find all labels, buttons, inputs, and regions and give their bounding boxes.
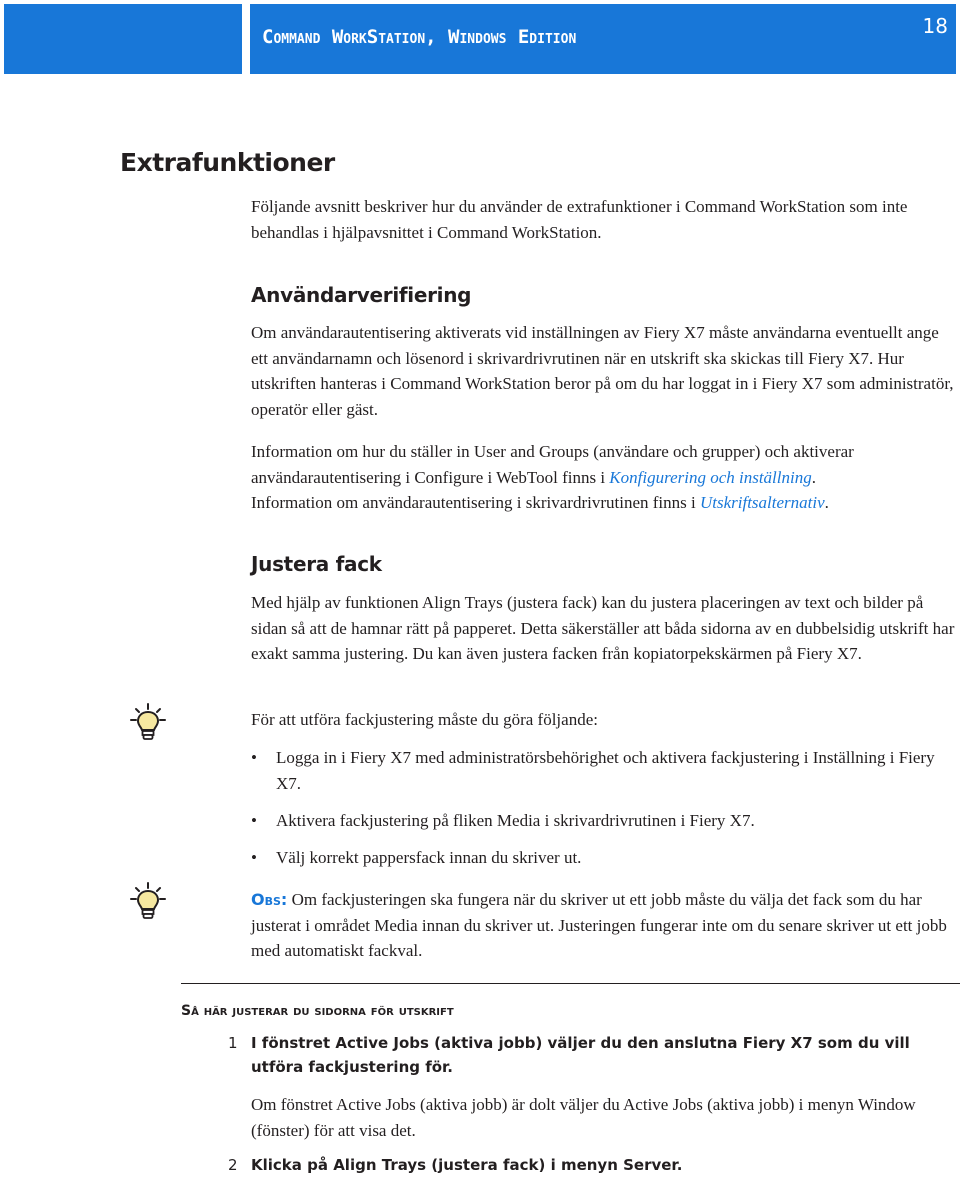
user-auth-p3-end: . [824, 493, 829, 513]
header-title: Command WorkStation, Windows Edition [262, 26, 577, 48]
step-text: Klicka på Align Trays (justera fack) i menyn Server. [251, 1156, 683, 1174]
step-number: 1 [228, 1034, 238, 1052]
user-auth-title: Användarverifiering [251, 283, 472, 307]
step-detail: Om fönstret Active Jobs (aktiva jobb) är dolt väljer du Active Jobs (aktiva jobb) i menyn Window (fönster) för att visa det. [251, 1095, 916, 1140]
step-number: 2 [228, 1156, 238, 1174]
note-label: Obs: [251, 890, 288, 909]
user-auth-paragraph-1: Om användarautentisering aktiverats vid inställningen av Fiery X7 måste användarna eventuellt ange ett användarnamn och lösenord i skrivardrivrutinen när en utskrift ska skickas till Fiery X7. Hur utskriften hanteras i Command WorkStation beror på om du har loggat in i Fiery X7 som administratör, operatör eller gäst. [251, 323, 954, 420]
header-right-bar [250, 4, 956, 74]
bullet-text: Logga in i Fiery X7 med administratörsbehörighet och aktivera fackjustering i Inställning i Fiery X7. [276, 748, 935, 793]
lightbulb-icon [130, 881, 166, 921]
section-divider [181, 983, 960, 984]
step-text: I fönstret Active Jobs (aktiva jobb) väljer du den anslutna Fiery X7 som du vill utföra fackjustering för. [251, 1034, 910, 1076]
note-text: Om fackjusteringen ska fungera när du skriver ut ett jobb måste du välja det fack som du har justerat i området Media innan du skriver ut. Justeringen fungerar inte om du senare skriver ut ett jobb med automatiskt fackval. [251, 890, 947, 961]
bullet-dot: • [251, 811, 257, 830]
page-number: 18 [922, 14, 948, 38]
user-auth-p2-text: Information om hur du ställer in User and Groups (användare och grupper) och aktiverar användarautentisering i Configure i WebTool finns i [251, 442, 854, 487]
procedure-title: Så här justerar du sidorna för utskrift [181, 1003, 454, 1019]
print-options-link[interactable]: Utskriftsalternativ [699, 493, 825, 513]
section-intro: Följande avsnitt beskriver hur du använder de extrafunktioner i Command WorkStation som inte behandlas i hjälpavsnittet i Command WorkStation. [251, 197, 908, 242]
user-auth-paragraph-2 [251, 439, 956, 516]
page-header [4, 4, 956, 74]
bullet-dot: • [251, 748, 257, 767]
section-title: Extrafunktioner [120, 148, 335, 177]
bullet-text: Aktivera fackjustering på fliken Media i skrivardrivrutinen i Fiery X7. [276, 811, 755, 830]
config-link[interactable]: Konfigurering och inställning [609, 467, 812, 487]
align-trays-title: Justera fack [251, 552, 382, 576]
tip-intro: För att utföra fackjustering måste du göra följande: [251, 710, 598, 729]
header-left-bar [4, 4, 242, 74]
user-auth-p3-text: Information om användarautentisering i skrivardrivrutinen finns i [251, 493, 700, 513]
bullet-text: Välj korrekt pappersfack innan du skriver ut. [276, 848, 582, 867]
bullet-dot: • [251, 848, 257, 867]
lightbulb-icon [130, 702, 166, 742]
align-trays-paragraph: Med hjälp av funktionen Align Trays (justera fack) kan du justera placeringen av text och bilder på sidan så att de hamnar rätt på papperet. Detta säkerställer att båda sidorna av en dubbelsidig utskrift har exakt samma justering. Du kan även justera facken från kopiatorpekskärmen på Fiery X7. [251, 593, 955, 664]
note-paragraph [251, 887, 956, 964]
user-auth-p2-end: . [811, 467, 816, 487]
